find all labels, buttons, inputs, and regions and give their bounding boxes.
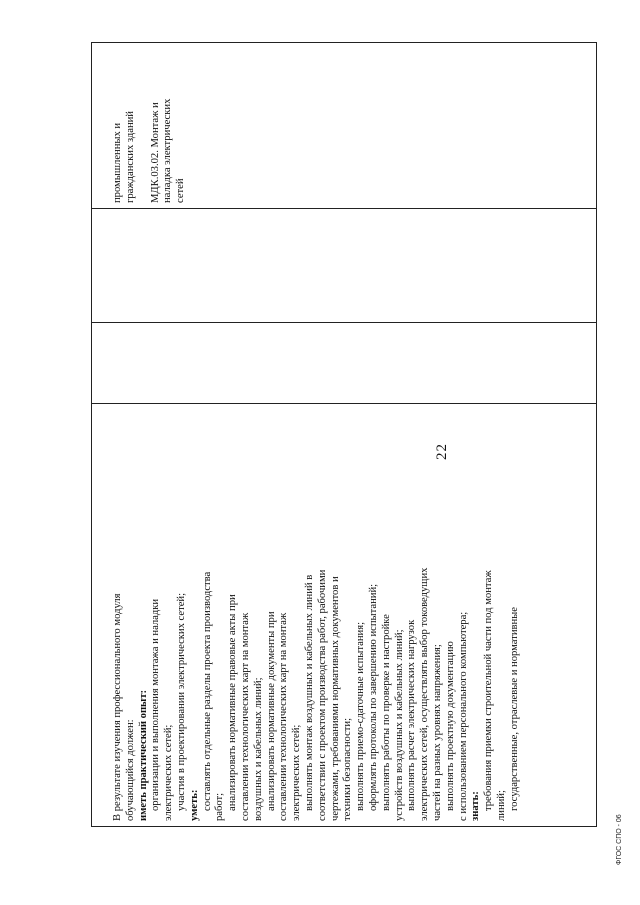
course-line: наладка электрических	[162, 98, 174, 203]
course-code-line: МДК.03.02. Монтаж и	[149, 102, 161, 203]
results-line: чертежами, требованиями нормативных документов и	[329, 576, 341, 821]
course-line: промышленных и	[112, 122, 123, 203]
results-line: электрических сетей;	[163, 724, 175, 821]
results-line: частей на разных уровнях напряжения;	[431, 644, 443, 821]
results-line: работ;	[214, 792, 226, 821]
results-line: выполнять монтаж воздушных и кабельных линий в	[303, 574, 315, 811]
results-line: электрических сетей;	[291, 724, 303, 821]
learning-results-cell	[112, 409, 592, 821]
section-heading-skills: уметь:	[188, 789, 200, 821]
results-line: требования приемки строительной части под монтаж	[483, 570, 495, 811]
results-line: участия в проектировании электрических сетей;	[175, 592, 187, 811]
results-line: государственные, отраслевые и нормативные	[508, 607, 520, 811]
results-line: анализировать нормативные правовые акты при	[227, 594, 239, 811]
curriculum-table	[91, 42, 597, 827]
course-line: сетей	[175, 178, 187, 203]
results-line: обучающийся должен:	[124, 719, 136, 821]
results-line: выполнять расчет электрических нагрузок	[406, 619, 418, 811]
results-line: соответствии с проектом производства работ, рабочими	[316, 569, 328, 821]
results-line: организации и выполнения монтажа и наладки	[150, 598, 162, 811]
results-line: устройств воздушных и кабельных линий;	[393, 629, 405, 821]
results-line: техники безопасности;	[342, 717, 354, 821]
results-line: с использованием персонального компьютера;	[457, 611, 469, 821]
page-number: 22	[434, 443, 450, 460]
results-line: составлении технологических карт на монтаж	[239, 612, 251, 821]
column-divider	[92, 322, 596, 323]
results-line: составлении технологических карт на монтаж	[278, 612, 290, 821]
column-divider	[92, 208, 596, 209]
course-line: гражданских зданий	[124, 111, 136, 203]
results-line: воздушных и кабельных линий;	[252, 677, 264, 821]
section-heading-experience: иметь практический опыт:	[137, 689, 149, 821]
results-line: анализировать нормативные документы при	[265, 611, 277, 811]
results-line: В результате изучения профессионального модуля	[112, 593, 123, 821]
section-heading-knowledge: знать:	[470, 791, 482, 821]
results-line: оформлять протоколы по завершению испытаний;	[367, 583, 379, 811]
results-line: выполнять приемо-сдаточные испытания;	[355, 621, 367, 811]
course-cell	[112, 43, 188, 203]
results-line: линий;	[495, 790, 507, 821]
results-line: выполнять работы по проверке и настройке	[380, 614, 392, 811]
results-line: выполнять проектную документацию	[444, 641, 456, 811]
column-divider	[92, 403, 596, 404]
spacer	[138, 43, 150, 203]
results-line: составлять отдельные разделы проекта производства	[201, 571, 213, 811]
results-line: электрических сетей, осуществлять выбор токоведущих	[419, 567, 431, 821]
footer-code: ФГОС СПО - 06	[616, 814, 623, 865]
